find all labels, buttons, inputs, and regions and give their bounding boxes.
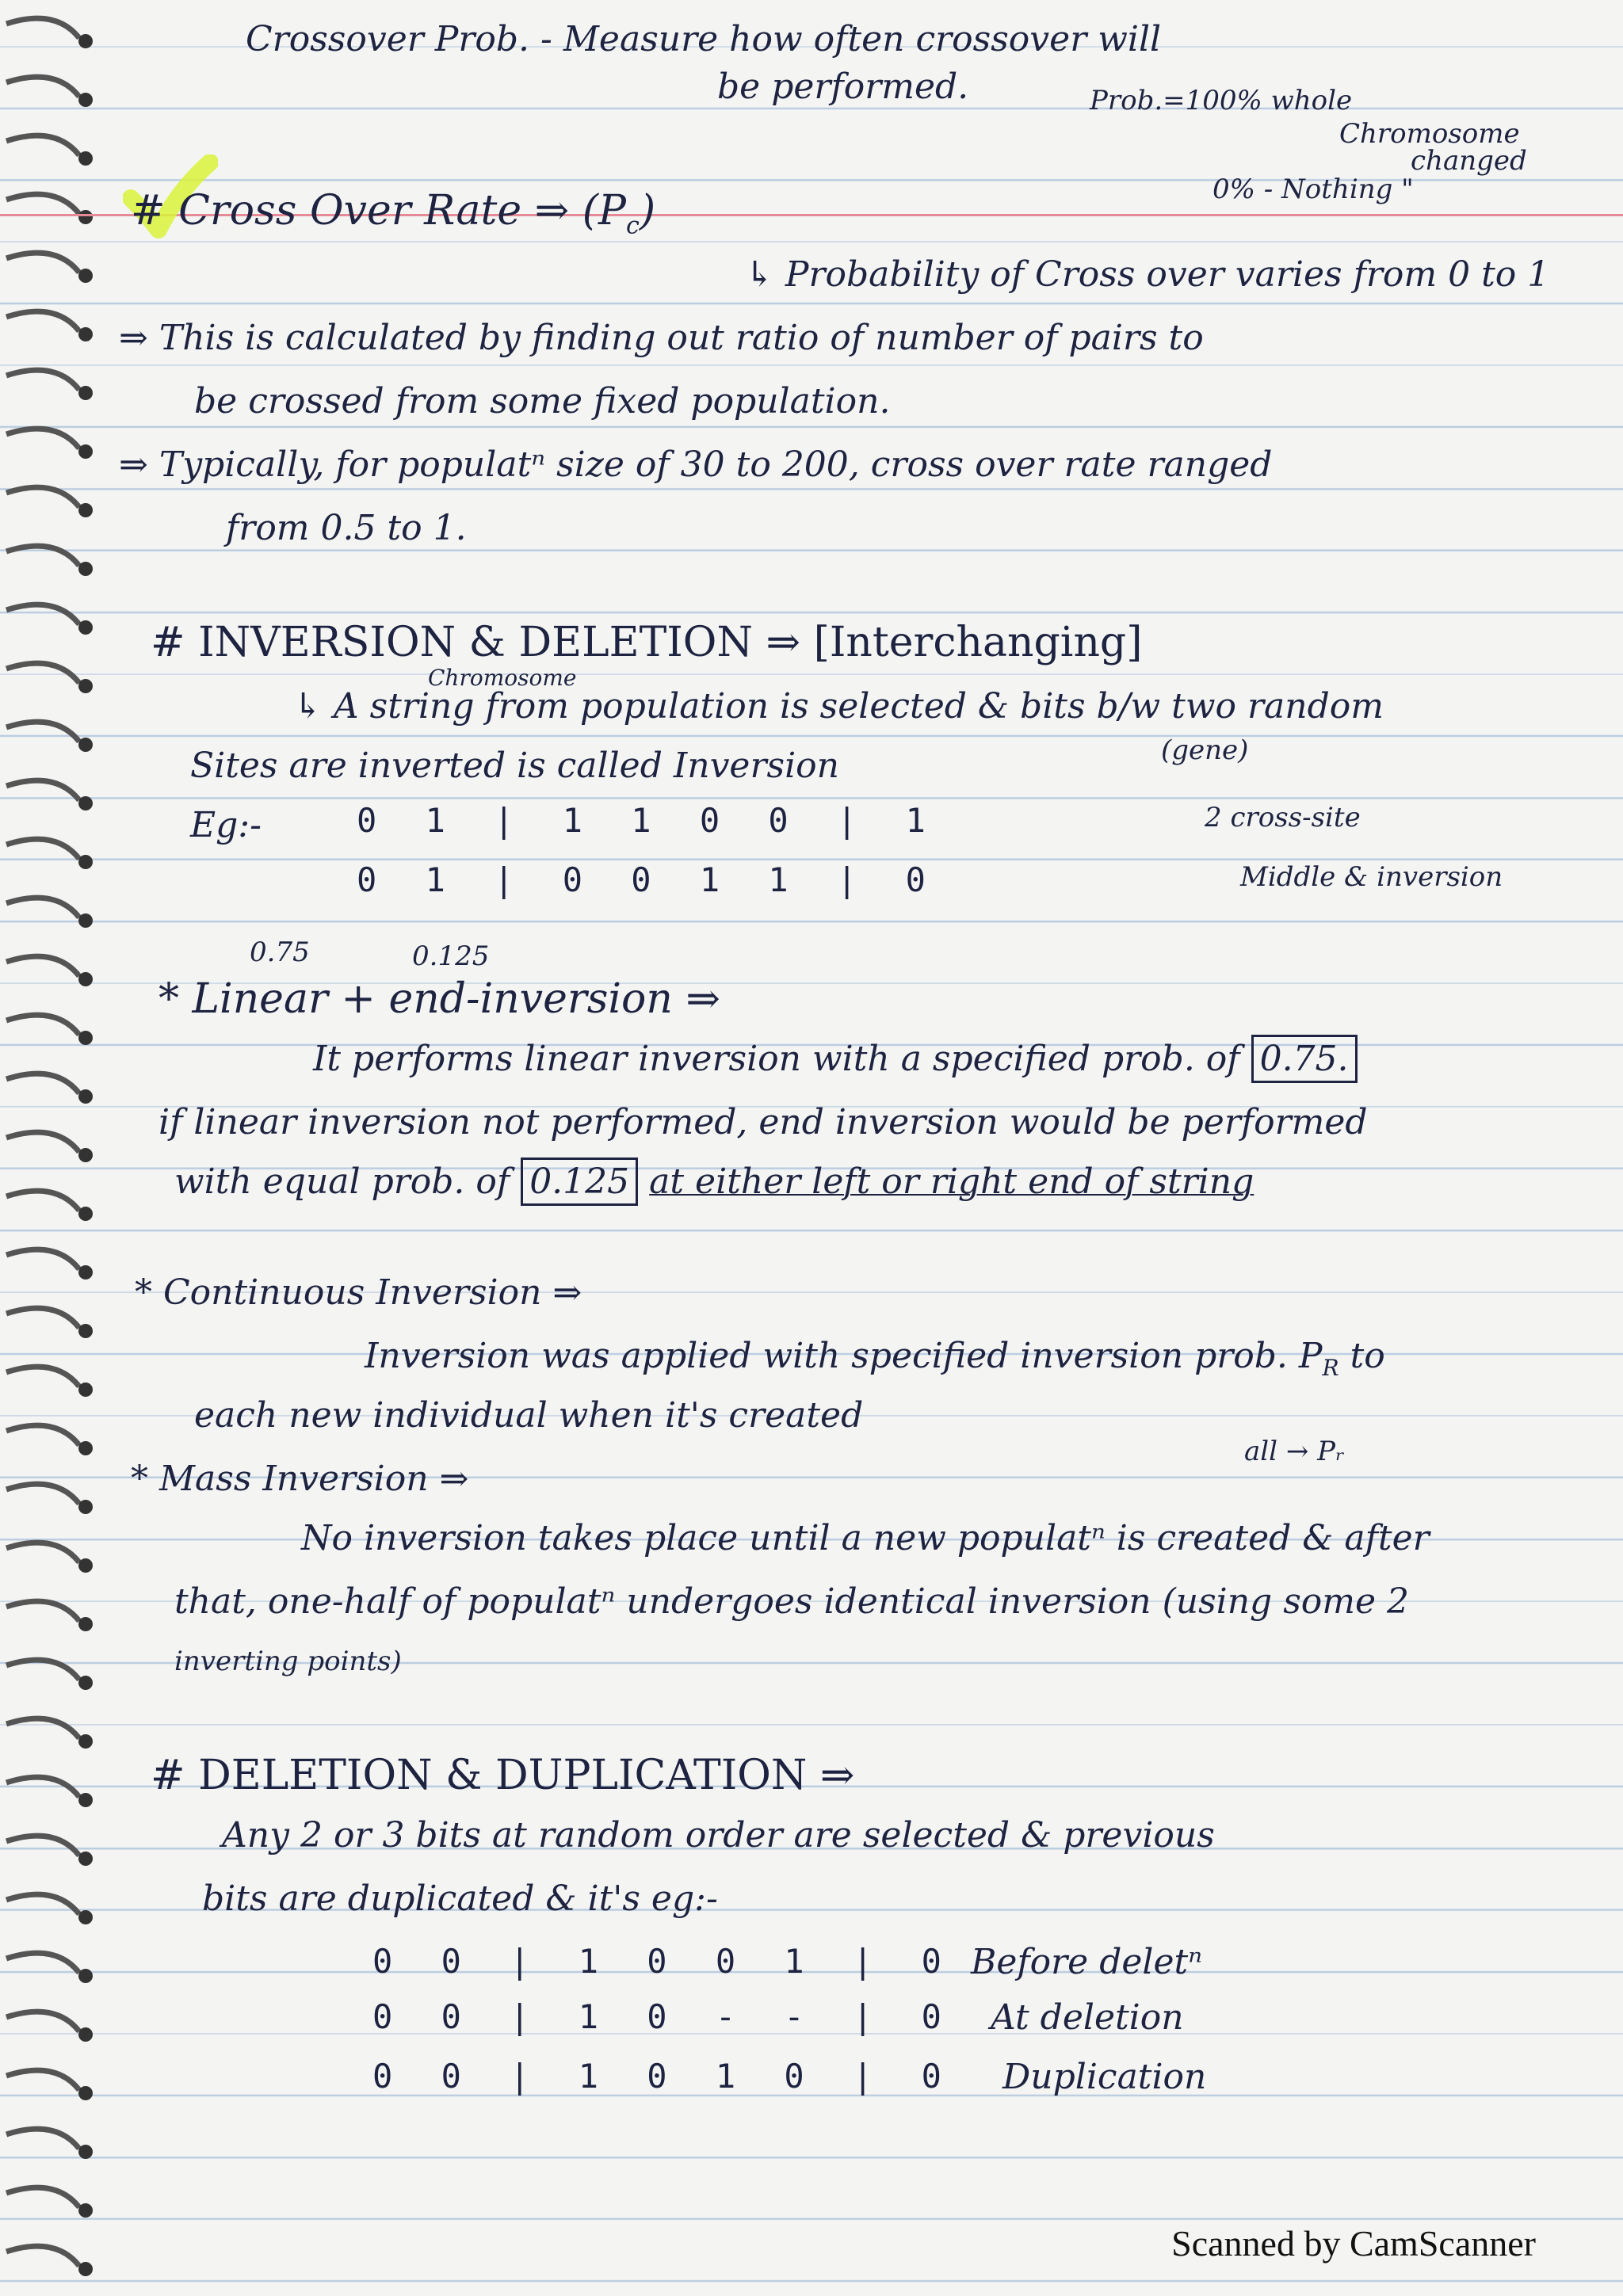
spiral-ring	[6, 1660, 79, 1680]
mass-inversion-line: No inversion takes place until a new populatⁿ is created & after	[301, 1518, 1430, 1558]
spiral-ring	[6, 1132, 79, 1152]
spiral-ring	[6, 722, 79, 742]
pc-close: )	[639, 187, 656, 235]
binding-hole	[78, 2262, 93, 2276]
binding-hole	[78, 1676, 93, 1690]
equal-prob-line	[174, 1161, 1254, 1202]
to-text: to	[1350, 1336, 1385, 1376]
string-selected-line: ↳ A string from population is selected & bits b/w two random	[293, 686, 1384, 727]
spiral-ring	[6, 780, 79, 800]
spiral-ring	[6, 1953, 79, 1973]
binding-hole	[78, 1441, 93, 1455]
dup-row-3-bits: 0 0 | 1 0 1 0 | 0	[372, 2057, 956, 2096]
inversion-before-bits: 0 1 | 1 1 0 0 | 1	[357, 801, 940, 840]
spiral-ring	[6, 2246, 79, 2266]
performed-line: be performed.	[717, 67, 969, 107]
spiral-ring	[6, 429, 79, 448]
spiral-ring	[6, 194, 79, 214]
binding-hole	[78, 1500, 93, 1514]
continuous-inversion-text: Inversion was applied with specified inversion prob. P	[365, 1336, 1323, 1376]
new-individual-line: each new individual when it's created	[194, 1395, 864, 1436]
cross-site-note: 2 cross-site	[1205, 802, 1361, 833]
dup-row-2-label: At deletion	[991, 1997, 1184, 2038]
spiral-ring	[6, 605, 79, 624]
binding-hole	[78, 2086, 93, 2100]
boxed-0125: 0.125	[521, 1158, 638, 1206]
binding-hole	[78, 972, 93, 986]
binding-hole	[78, 503, 93, 517]
calculated-line: ⇒ This is calculated by finding out ratio of number of pairs to	[119, 318, 1204, 358]
spiral-ring	[6, 2129, 79, 2149]
crossover-prob-line: Crossover Prob. - Measure how often crossover will	[246, 19, 1162, 59]
binding-hole	[78, 386, 93, 400]
spiral-ring	[6, 18, 79, 38]
spiral-ring	[6, 1191, 79, 1211]
spiral-binding	[0, 0, 119, 2296]
crossed-population-line: be crossed from some fixed population.	[194, 381, 891, 421]
spiral-ring	[6, 1249, 79, 1269]
binding-hole	[78, 1207, 93, 1221]
chromosome-note: Chromosome	[1339, 118, 1520, 150]
binding-hole	[78, 444, 93, 459]
spiral-ring	[6, 663, 79, 683]
spiral-ring	[6, 253, 79, 273]
binding-hole	[78, 1148, 93, 1162]
cross-over-rate-heading	[131, 187, 656, 240]
binding-hole	[78, 1031, 93, 1045]
binding-hole	[78, 1617, 93, 1631]
binding-hole	[78, 1324, 93, 1338]
binding-hole	[78, 210, 93, 224]
spiral-ring	[6, 311, 79, 331]
binding-hole	[78, 2027, 93, 2042]
binding-hole	[78, 620, 93, 635]
binding-hole	[78, 1089, 93, 1104]
binding-hole	[78, 855, 93, 869]
equal-prob-text: with equal prob. of	[174, 1161, 510, 1202]
chromosome-annotation: Chromosome	[428, 665, 577, 691]
probability-varies-line: ↳ Probability of Cross over varies from 0 to 1	[745, 254, 1550, 295]
spiral-ring	[6, 839, 79, 859]
linear-inversion-text: It performs linear inversion with a specified prob. of	[313, 1039, 1240, 1079]
binding-hole	[78, 1734, 93, 1749]
mass-inversion-heading: * Mass Inversion ⇒	[131, 1459, 469, 1499]
inversion-deletion-heading: # INVERSION & DELETION ⇒ [Interchanging]	[151, 619, 1143, 666]
binding-hole	[78, 34, 93, 48]
binding-hole	[78, 913, 93, 928]
inversion-definition-line: Sites are inverted is called Inversion	[190, 746, 839, 786]
spiral-ring	[6, 1015, 79, 1035]
pc-subscript: c	[626, 212, 640, 240]
binding-hole	[78, 269, 93, 283]
nothing-note: 0% - Nothing "	[1212, 174, 1414, 205]
spiral-ring	[6, 1718, 79, 1738]
dup-row-1-label: Before deletⁿ	[971, 1942, 1203, 1982]
dup-row-1-bits: 0 0 | 1 0 0 1 | 0	[372, 1942, 956, 1981]
middle-inversion-note: Middle & inversion	[1240, 861, 1503, 893]
binding-hole	[78, 1793, 93, 1807]
typically-line: ⇒ Typically, for populatⁿ size of 30 to 200, cross over rate ranged	[119, 444, 1273, 485]
binding-hole	[78, 327, 93, 341]
duplicated-line: bits are duplicated & it's eg:-	[202, 1878, 718, 1919]
binding-hole	[78, 93, 93, 107]
spiral-ring	[6, 2187, 79, 2207]
binding-hole	[78, 2145, 93, 2159]
all-pr-note: all → Pᵣ	[1244, 1436, 1345, 1467]
linear-end-inversion-heading: * Linear + end-inversion ⇒	[158, 975, 720, 1023]
spiral-ring	[6, 370, 79, 390]
inversion-after-bits: 0 1 | 0 0 1 1 | 0	[357, 860, 940, 899]
binding-hole	[78, 796, 93, 810]
binding-hole	[78, 738, 93, 752]
spiral-ring	[6, 1425, 79, 1445]
changed-note: changed	[1411, 145, 1527, 177]
spiral-ring	[6, 1308, 79, 1328]
spiral-ring	[6, 956, 79, 976]
binding-hole	[78, 1852, 93, 1866]
spiral-ring	[6, 1484, 79, 1504]
dup-row-3-label: Duplication	[1002, 2057, 1207, 2097]
either-end-text: at either left or right end of string	[649, 1161, 1254, 1202]
prob-075-note: 0.75	[250, 936, 310, 968]
camscanner-footer: Scanned by CamScanner	[1171, 2223, 1536, 2264]
binding-hole	[78, 1910, 93, 1924]
example-label: Eg:-	[190, 805, 262, 845]
binding-hole	[78, 1383, 93, 1397]
continuous-inversion-line	[365, 1336, 1385, 1381]
cross-over-rate-text: # Cross Over Rate ⇒ (P	[131, 187, 627, 235]
random-bits-line: Any 2 or 3 bits at random order are selected & previous	[222, 1815, 1215, 1855]
binding-hole	[78, 151, 93, 166]
spiral-ring	[6, 1777, 79, 1797]
dup-row-2-bits: 0 0 | 1 0 - - | 0	[372, 1997, 956, 2036]
binding-hole	[78, 562, 93, 576]
linear-inversion-line	[313, 1039, 1358, 1079]
prob-0125-note: 0.125	[412, 940, 490, 972]
continuous-inversion-heading: * Continuous Inversion ⇒	[135, 1272, 582, 1313]
range-line: from 0.5 to 1.	[226, 508, 467, 548]
spiral-ring	[6, 1074, 79, 1093]
spiral-ring	[6, 898, 79, 917]
spiral-ring	[6, 2070, 79, 2090]
spiral-ring	[6, 2012, 79, 2031]
spiral-ring	[6, 77, 79, 97]
binding-hole	[78, 1265, 93, 1280]
pr-subscript: R	[1322, 1354, 1339, 1381]
spiral-ring	[6, 1543, 79, 1562]
spiral-ring	[6, 487, 79, 507]
spiral-ring	[6, 546, 79, 566]
inverting-points-line: inverting points)	[174, 1646, 402, 1677]
end-inversion-line: if linear inversion not performed, end inversion would be performed	[158, 1102, 1368, 1142]
gene-annotation: (gene)	[1161, 734, 1249, 766]
prob-100-note: Prob.=100% whole	[1090, 85, 1353, 116]
spiral-ring	[6, 1836, 79, 1855]
binding-hole	[78, 679, 93, 693]
deletion-duplication-heading: # DELETION & DUPLICATION ⇒	[151, 1752, 855, 1799]
binding-hole	[78, 1558, 93, 1573]
spiral-ring	[6, 1367, 79, 1386]
spiral-ring	[6, 1894, 79, 1914]
spiral-ring	[6, 135, 79, 155]
binding-hole	[78, 2203, 93, 2218]
one-half-line: that, one-half of populatⁿ undergoes identical inversion (using some 2	[174, 1581, 1410, 1622]
spiral-ring	[6, 1601, 79, 1621]
boxed-075: 0.75.	[1251, 1035, 1358, 1083]
binding-hole	[78, 1969, 93, 1983]
